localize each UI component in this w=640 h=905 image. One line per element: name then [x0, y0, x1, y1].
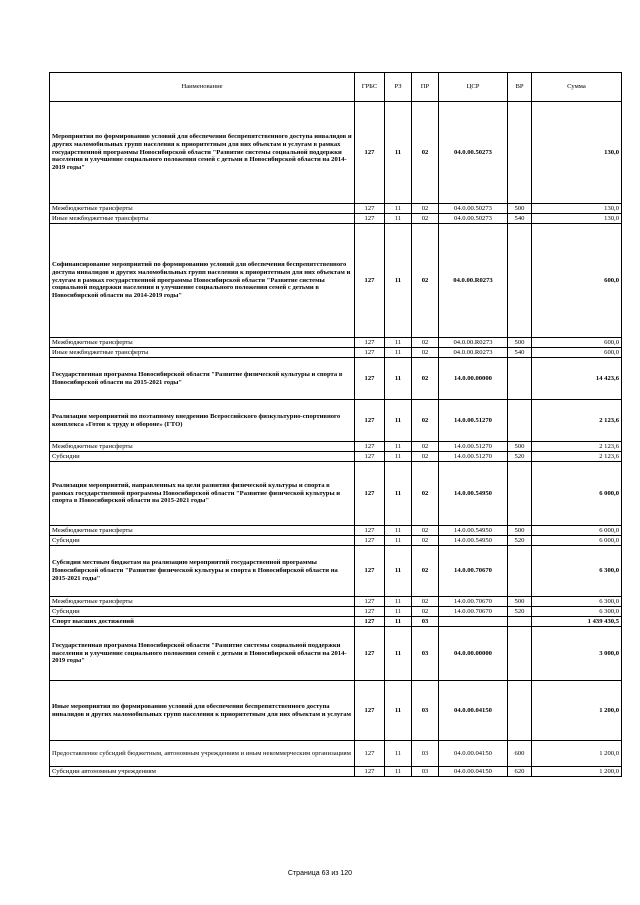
row-sum: 1 200,0 — [532, 681, 622, 741]
row-rz: 11 — [385, 767, 412, 777]
row-sum: 6 000,0 — [532, 536, 622, 546]
row-sum: 6 000,0 — [532, 462, 622, 526]
table-row — [50, 214, 622, 224]
row-pr: 02 — [412, 442, 439, 452]
row-pr: 03 — [412, 627, 439, 681]
row-rz: 11 — [385, 358, 412, 400]
row-vr — [508, 617, 532, 627]
header-name: Наименование — [50, 73, 355, 102]
row-grbs: 127 — [355, 526, 385, 536]
row-sum: 130,0 — [532, 214, 622, 224]
row-pr: 02 — [412, 597, 439, 607]
row-name: Иные мероприятия по формированию условий для обеспечения беспрепятственного доступа инвалидов и других маломобильных групп населения к приоритетным для них объектам и услугам — [50, 681, 355, 741]
row-rz: 11 — [385, 617, 412, 627]
row-rz: 11 — [385, 462, 412, 526]
row-sum: 2 123,6 — [532, 452, 622, 462]
row-name: Субсидии — [50, 452, 355, 462]
table-row — [50, 627, 622, 681]
table-row — [50, 224, 622, 338]
row-rz: 11 — [385, 102, 412, 204]
row-sum: 6 000,0 — [532, 526, 622, 536]
row-vr: 600 — [508, 741, 532, 767]
row-sum: 600,0 — [532, 348, 622, 358]
row-vr: 500 — [508, 442, 532, 452]
row-rz: 11 — [385, 214, 412, 224]
row-sum: 1 439 430,5 — [532, 617, 622, 627]
header-vr: ВР — [508, 73, 532, 102]
row-rz: 11 — [385, 400, 412, 442]
row-name: Государственная программа Новосибирской области "Развитие системы социальной поддержки населения и улучшение социального положения семей с детьми в Новосибирской области на 2014-2019 годы" — [50, 627, 355, 681]
table-row — [50, 681, 622, 741]
row-vr: 520 — [508, 607, 532, 617]
row-csr: 04.0.00.50273 — [439, 102, 508, 204]
table-row — [50, 617, 622, 627]
row-name: Субсидии автономным учреждениям — [50, 767, 355, 777]
row-name: Мероприятия по формированию условий для обеспечения беспрепятственного доступа инвалидов и других маломобильных групп населения к приоритетным для них объектам и услугам в рамках государственной программы Новосибирской области "Развитие системы социальной поддержки населения и улучшение социального положения семей с детьми в Новосибирской области на 2014-2019 годы" — [50, 102, 355, 204]
table-row — [50, 400, 622, 442]
row-vr: 500 — [508, 338, 532, 348]
row-vr — [508, 400, 532, 442]
row-name: Государственная программа Новосибирской области "Развитие физической культуры и спорта в Новосибирской области на 2015-2021 годы" — [50, 358, 355, 400]
row-sum: 1 200,0 — [532, 741, 622, 767]
row-pr: 02 — [412, 462, 439, 526]
row-csr: 14.0.00.51270 — [439, 400, 508, 442]
row-grbs: 127 — [355, 627, 385, 681]
row-rz: 11 — [385, 607, 412, 617]
row-vr: 500 — [508, 526, 532, 536]
row-vr: 540 — [508, 348, 532, 358]
budget-table — [49, 72, 622, 777]
row-csr: 04.0.00.R0273 — [439, 348, 508, 358]
row-vr — [508, 358, 532, 400]
row-sum: 6 300,0 — [532, 546, 622, 597]
row-sum: 130,0 — [532, 204, 622, 214]
row-rz: 11 — [385, 348, 412, 358]
row-rz: 11 — [385, 526, 412, 536]
row-name: Иные межбюджетные трансферты — [50, 214, 355, 224]
row-grbs: 127 — [355, 102, 385, 204]
row-csr: 14.0.00.54950 — [439, 526, 508, 536]
row-vr: 620 — [508, 767, 532, 777]
table-row — [50, 741, 622, 767]
row-csr: 04.0.00.R0273 — [439, 224, 508, 338]
row-name: Субсидии — [50, 536, 355, 546]
table-row — [50, 462, 622, 526]
row-grbs: 127 — [355, 607, 385, 617]
row-pr: 03 — [412, 617, 439, 627]
row-pr: 02 — [412, 546, 439, 597]
row-pr: 03 — [412, 767, 439, 777]
row-pr: 02 — [412, 224, 439, 338]
row-grbs: 127 — [355, 597, 385, 607]
table-row — [50, 452, 622, 462]
row-name: Субсидии — [50, 607, 355, 617]
row-grbs: 127 — [355, 546, 385, 597]
row-grbs: 127 — [355, 767, 385, 777]
row-vr — [508, 546, 532, 597]
row-grbs: 127 — [355, 204, 385, 214]
table-row — [50, 102, 622, 204]
row-vr: 500 — [508, 597, 532, 607]
row-rz: 11 — [385, 442, 412, 452]
row-grbs: 127 — [355, 338, 385, 348]
row-sum: 2 123,6 — [532, 442, 622, 452]
row-sum: 14 423,6 — [532, 358, 622, 400]
table-row — [50, 348, 622, 358]
row-vr — [508, 102, 532, 204]
row-vr — [508, 462, 532, 526]
row-csr: 14.0.00.54950 — [439, 462, 508, 526]
row-pr: 02 — [412, 536, 439, 546]
page-footer: Страница 63 из 120 — [287, 870, 353, 877]
header-pr: ПР — [412, 73, 439, 102]
row-csr: 14.0.00.70670 — [439, 546, 508, 597]
row-csr: 14.0.00.70670 — [439, 607, 508, 617]
row-rz: 11 — [385, 536, 412, 546]
row-csr: 04.0.00.R0273 — [439, 338, 508, 348]
row-sum: 6 300,0 — [532, 607, 622, 617]
row-grbs: 127 — [355, 462, 385, 526]
row-csr — [439, 617, 508, 627]
row-vr: 520 — [508, 536, 532, 546]
row-name: Межбюджетные трансферты — [50, 526, 355, 536]
table-row — [50, 546, 622, 597]
row-grbs: 127 — [355, 400, 385, 442]
table-row — [50, 597, 622, 607]
row-grbs: 127 — [355, 681, 385, 741]
row-grbs: 127 — [355, 348, 385, 358]
row-name: Иные межбюджетные трансферты — [50, 348, 355, 358]
row-csr: 04.0.00.50273 — [439, 204, 508, 214]
table-body — [50, 102, 622, 777]
row-rz: 11 — [385, 627, 412, 681]
row-vr — [508, 627, 532, 681]
row-name: Межбюджетные трансферты — [50, 442, 355, 452]
table-row — [50, 442, 622, 452]
row-name: Спорт высших достижений — [50, 617, 355, 627]
row-pr: 02 — [412, 607, 439, 617]
row-pr: 02 — [412, 526, 439, 536]
row-grbs: 127 — [355, 358, 385, 400]
row-csr: 14.0.00.00000 — [439, 358, 508, 400]
row-sum: 130,0 — [532, 102, 622, 204]
row-name: Межбюджетные трансферты — [50, 204, 355, 214]
row-name: Реализация мероприятий по поэтапному внедрению Всероссийского физкультурно-спортивного комплекса «Готов к труду и обороне» (ГТО) — [50, 400, 355, 442]
table-row — [50, 607, 622, 617]
row-name: Межбюджетные трансферты — [50, 338, 355, 348]
row-grbs: 127 — [355, 214, 385, 224]
row-rz: 11 — [385, 224, 412, 338]
row-pr: 02 — [412, 358, 439, 400]
row-name: Реализация мероприятий, направленных на цели развития физической культуры и спорта в рамках государственной программы Новосибирской области "Развитие физической культуры и спорта в Новосибирской области на 2015-2021 годы" — [50, 462, 355, 526]
row-grbs: 127 — [355, 741, 385, 767]
table-row — [50, 536, 622, 546]
row-pr: 02 — [412, 348, 439, 358]
row-grbs: 127 — [355, 224, 385, 338]
table-row — [50, 767, 622, 777]
row-csr: 04.0.00.04150 — [439, 681, 508, 741]
row-rz: 11 — [385, 546, 412, 597]
row-csr: 14.0.00.51270 — [439, 452, 508, 462]
row-csr: 14.0.00.70670 — [439, 597, 508, 607]
row-vr: 520 — [508, 452, 532, 462]
row-vr — [508, 224, 532, 338]
row-csr: 14.0.00.54950 — [439, 536, 508, 546]
row-csr: 04.0.00.50273 — [439, 214, 508, 224]
row-vr: 500 — [508, 204, 532, 214]
row-sum: 1 200,0 — [532, 767, 622, 777]
header-sum: Сумма — [532, 73, 622, 102]
row-pr: 02 — [412, 102, 439, 204]
row-grbs: 127 — [355, 442, 385, 452]
header-grbs: ГРБС — [355, 73, 385, 102]
table-header-row — [50, 73, 622, 102]
header-csr: ЦСР — [439, 73, 508, 102]
row-grbs: 127 — [355, 536, 385, 546]
row-rz: 11 — [385, 452, 412, 462]
row-rz: 11 — [385, 741, 412, 767]
row-name: Предоставление субсидий бюджетным, автономным учреждениям и иным некоммерческим организациям — [50, 741, 355, 767]
header-rz: РЗ — [385, 73, 412, 102]
row-name: Софинансирование мероприятий по формированию условий для обеспечения беспрепятственного доступа инвалидов и других маломобильных групп населения к приоритетным для них объектам и услугам в рамках государственной программы Новосибирской области "Развитие системы социальной поддержки населения и улучшение социального положения семей с детьми в Новосибирской области на 2014-2019 годы" — [50, 224, 355, 338]
row-pr: 02 — [412, 204, 439, 214]
table-row — [50, 204, 622, 214]
row-csr: 04.0.00.04150 — [439, 767, 508, 777]
row-sum: 2 123,6 — [532, 400, 622, 442]
row-pr: 02 — [412, 400, 439, 442]
table-row — [50, 338, 622, 348]
row-csr: 04.0.00.04150 — [439, 741, 508, 767]
row-name: Субсидии местным бюджетам на реализацию мероприятий государственной программы Новосибирской области "Развитие физической культуры и спорта в Новосибирской области на 2015-2021 годы" — [50, 546, 355, 597]
row-pr: 02 — [412, 338, 439, 348]
row-vr: 540 — [508, 214, 532, 224]
row-pr: 02 — [412, 452, 439, 462]
row-sum: 3 000,0 — [532, 627, 622, 681]
row-grbs: 127 — [355, 452, 385, 462]
row-rz: 11 — [385, 338, 412, 348]
row-grbs: 127 — [355, 617, 385, 627]
row-pr: 03 — [412, 681, 439, 741]
row-name: Межбюджетные трансферты — [50, 597, 355, 607]
row-rz: 11 — [385, 597, 412, 607]
row-rz: 11 — [385, 681, 412, 741]
row-sum: 6 300,0 — [532, 597, 622, 607]
row-vr — [508, 681, 532, 741]
row-csr: 04.0.00.00000 — [439, 627, 508, 681]
table-row — [50, 526, 622, 536]
row-pr: 02 — [412, 214, 439, 224]
row-pr: 03 — [412, 741, 439, 767]
row-sum: 600,0 — [532, 338, 622, 348]
row-rz: 11 — [385, 204, 412, 214]
row-sum: 600,0 — [532, 224, 622, 338]
row-csr: 14.0.00.51270 — [439, 442, 508, 452]
table-row — [50, 358, 622, 400]
